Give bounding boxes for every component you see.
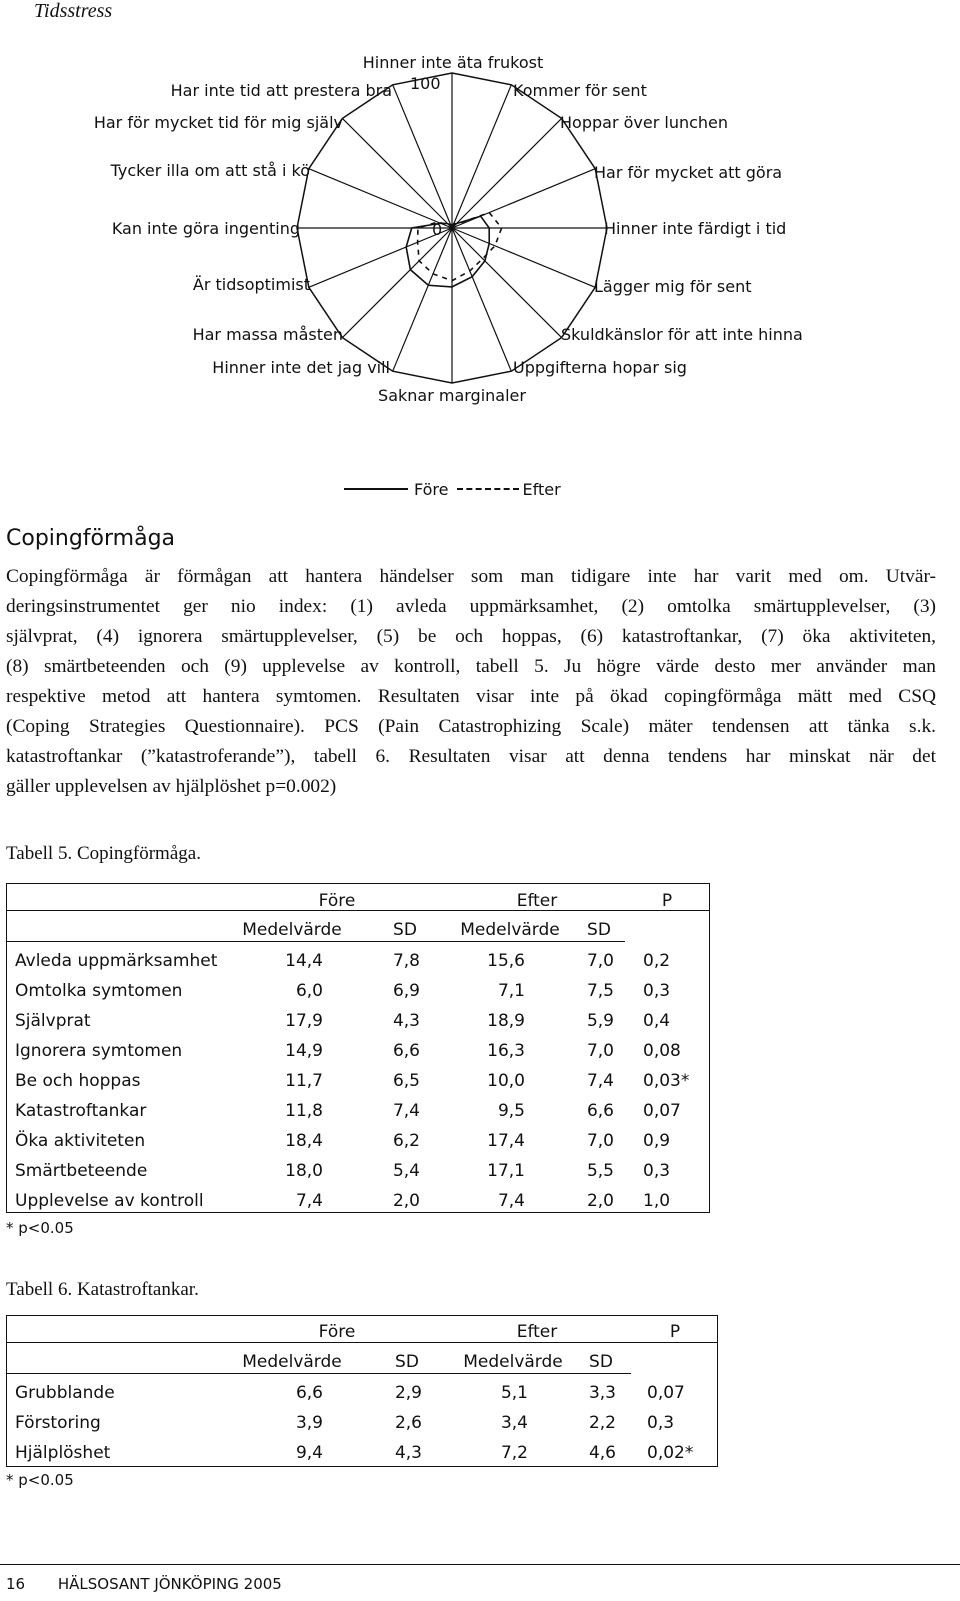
table-sub-header: Medelvärde (242, 920, 342, 940)
table-cell: 6,9 (392, 981, 420, 1001)
table-cell: 17,4 (487, 1131, 525, 1151)
radar-axis-label: Uppgifterna hopar sig (513, 358, 687, 377)
table-cell: 9,4 (295, 1443, 323, 1463)
radar-axis-label: Hinner inte äta frukost (362, 53, 544, 72)
table-cell: 2,0 (586, 1191, 614, 1211)
paragraph-line: (8) smärtbeteenden och (9) upplevelse av kontroll, tabell 5. Ju högre värde desto mer använder man (6, 656, 936, 677)
table-rule (7, 910, 710, 911)
legend-dashed-line (457, 488, 519, 490)
table-cell-p: 1,0 (643, 1191, 671, 1211)
table6-footnote: * p<0.05 (6, 1471, 74, 1489)
table-cell: 16,3 (487, 1041, 525, 1061)
table-row-label: Ignorera symtomen (15, 1041, 183, 1061)
table-cell: 6,5 (392, 1071, 420, 1091)
table-row-label: Hjälplöshet (15, 1443, 111, 1463)
radar-axis-label: Hinner inte det jag vill (212, 358, 390, 377)
table-cell: 7,8 (392, 951, 420, 971)
publication-name: HÄLSOSANT JÖNKÖPING 2005 (57, 1575, 282, 1593)
table-sub-header: Medelvärde (242, 1352, 342, 1372)
table-cell: 6,6 (295, 1383, 323, 1403)
table-cell: 6,0 (295, 981, 323, 1001)
table-cell: 7,0 (586, 1131, 614, 1151)
table-cell: 11,7 (285, 1071, 323, 1091)
table-cell: 2,2 (588, 1413, 616, 1433)
table5 (6, 883, 710, 1213)
table-cell: 18,9 (487, 1011, 525, 1031)
table-group-header: Före (318, 891, 356, 911)
table-group-header: Före (318, 1322, 356, 1342)
page-footer (6, 1575, 282, 1593)
paragraph-line: gäller upplevelsen av hjälplöshet p=0.002) (6, 776, 337, 797)
table-cell: 6,6 (586, 1101, 614, 1121)
table-cell: 14,9 (285, 1041, 323, 1061)
table-cell: 18,0 (285, 1161, 323, 1181)
legend-label-fore: Före (414, 479, 449, 499)
radar-axis-label: Skuldkänslor för att inte hinna (561, 325, 803, 344)
table-cell: 2,9 (394, 1383, 422, 1403)
body-paragraph (6, 562, 936, 802)
table-row-label: Avleda uppmärksamhet (15, 951, 218, 971)
radar-axis-label: Är tidsoptimist (192, 275, 310, 294)
paragraph-line: respektive metod att hantera symtomen. Resultaten visar inte på ökad copingförmåga mätt med CSQ (6, 686, 936, 707)
table-cell-p: 0,08 (643, 1041, 681, 1061)
radar-axis-label: Lägger mig för sent (594, 277, 752, 296)
legend-label-efter: Efter (522, 479, 561, 499)
table-cell: 7,4 (586, 1071, 614, 1091)
paragraph-line: Copingförmåga är förmågan att hantera händelser som man tidigare inte har varit med om. Utvär- (6, 566, 936, 587)
table-cell: 3,9 (295, 1413, 323, 1433)
table-cell: 18,4 (285, 1131, 323, 1151)
radar-axis-label: Hinner inte färdigt i tid (604, 219, 787, 238)
table-cell-p: 0,3 (643, 981, 671, 1001)
radar-axis-label: Har massa måsten (192, 325, 343, 344)
table5-caption: Tabell 5. Copingförmåga. (6, 843, 201, 864)
table-cell: 17,1 (487, 1161, 525, 1181)
table-sub-header: SD (589, 1352, 613, 1372)
table-cell: 5,1 (500, 1383, 528, 1403)
radar-scale-min: 0 (432, 220, 443, 239)
table-cell: 7,4 (497, 1191, 525, 1211)
radar-spoke (342, 118, 452, 228)
legend-solid-line (344, 488, 408, 490)
radar-scale-max: 100 (410, 74, 441, 93)
radar-chart (0, 0, 960, 470)
table-cell-p: 0,4 (643, 1011, 671, 1031)
table-row-label: Grubblande (15, 1383, 115, 1403)
table-rule (7, 1342, 718, 1343)
table-cell: 7,4 (295, 1191, 323, 1211)
table-cell-p: 0,2 (643, 951, 671, 971)
table-cell-p: 0,02* (647, 1443, 694, 1463)
chart-legend (344, 478, 561, 500)
section-label: Tidsstress (34, 0, 113, 22)
table-cell-p: 0,3 (643, 1161, 671, 1181)
table-sub-header: SD (395, 1352, 419, 1372)
table-cell: 7,5 (586, 981, 614, 1001)
table-cell-p: 0,9 (643, 1131, 671, 1151)
table-cell: 2,0 (392, 1191, 420, 1211)
radar-axis-label: Kommer för sent (513, 81, 647, 100)
table-cell: 11,8 (285, 1101, 323, 1121)
table-group-header: P (661, 891, 673, 911)
table-cell: 15,6 (487, 951, 525, 971)
radar-axis-label: Hoppar över lunchen (560, 113, 729, 132)
table-rule (7, 941, 625, 942)
table-cell: 3,3 (588, 1383, 616, 1403)
table-group-header: Efter (516, 1322, 558, 1342)
section-heading: Copingförmåga (6, 526, 176, 551)
table-cell: 3,4 (500, 1413, 528, 1433)
paragraph-line: (Coping Strategies Questionnaire). PCS (Pain Catastrophizing Scale) mäter tendensen att tänka s.k. (6, 716, 936, 737)
radar-spoke (342, 228, 452, 338)
table-cell-p: 0,07 (647, 1383, 685, 1403)
radar-axis-label: Har inte tid att prestera bra (170, 81, 392, 100)
table-cell: 7,2 (500, 1443, 528, 1463)
table-cell: 7,0 (586, 951, 614, 971)
table-cell: 7,4 (392, 1101, 420, 1121)
table-cell: 4,3 (394, 1443, 422, 1463)
table-cell: 14,4 (285, 951, 323, 971)
radar-axis-label: Tycker illa om att stå i kö (110, 161, 310, 180)
paragraph-line: katastroftankar (”katastroferande”), tabell 6. Resultaten visar att denna tendens har minskat när det (6, 746, 936, 767)
table-cell: 7,0 (586, 1041, 614, 1061)
table5-footnote: * p<0.05 (6, 1219, 74, 1237)
radar-axis-label: Saknar marginaler (378, 386, 526, 405)
table-sub-header: Medelvärde (460, 920, 560, 940)
paragraph-line: självprat, (4) ignorera smärtupplevelser, (5) be och hoppas, (6) katastroftankar, (7) öka aktiviteten, (6, 626, 936, 647)
table-cell-p: 0,3 (647, 1413, 675, 1433)
table-row-label: Omtolka symtomen (15, 981, 183, 1001)
radar-spoke (452, 228, 562, 338)
table-cell: 2,6 (394, 1413, 422, 1433)
table-row-label: Upplevelse av kontroll (15, 1191, 204, 1211)
table-cell: 17,9 (285, 1011, 323, 1031)
table-sub-header: SD (393, 920, 417, 940)
table-cell: 5,4 (392, 1161, 420, 1181)
table-cell: 6,2 (392, 1131, 420, 1151)
table-row-label: Öka aktiviteten (15, 1131, 146, 1151)
table-cell: 4,3 (392, 1011, 420, 1031)
radar-spoke (452, 118, 562, 228)
table-rule (7, 1373, 631, 1374)
radar-axis-label: Har för mycket att göra (594, 163, 783, 182)
table-cell: 6,6 (392, 1041, 420, 1061)
table-cell: 7,1 (497, 981, 525, 1001)
table-row-label: Smärtbeteende (15, 1161, 148, 1181)
table-cell: 5,9 (586, 1011, 614, 1031)
table-row-label: Självprat (15, 1011, 91, 1031)
footer-rule (0, 1564, 960, 1565)
table-row-label: Katastroftankar (15, 1101, 147, 1121)
table-group-header: P (669, 1322, 681, 1342)
table-sub-header: SD (587, 920, 611, 940)
table-row-label: Förstoring (15, 1413, 101, 1433)
table-group-header: Efter (516, 891, 558, 911)
table-row-label: Be och hoppas (15, 1071, 141, 1091)
table6 (6, 1315, 718, 1467)
page-number: 16 (6, 1575, 26, 1593)
table-cell: 5,5 (586, 1161, 614, 1181)
table6-caption: Tabell 6. Katastroftankar. (6, 1279, 199, 1300)
radar-axis-label: Har för mycket tid för mig själv (93, 113, 343, 132)
table-sub-header: Medelvärde (463, 1352, 563, 1372)
paragraph-line: deringsinstrumentet ger nio index: (1) avleda uppmärksamhet, (2) omtolka smärtupplevelser, (3) (6, 596, 936, 617)
table-cell: 9,5 (497, 1101, 525, 1121)
radar-axis-label: Kan inte göra ingenting (111, 219, 300, 238)
table-cell-p: 0,03* (643, 1071, 690, 1091)
table-cell: 4,6 (588, 1443, 616, 1463)
table-cell: 10,0 (487, 1071, 525, 1091)
table-cell-p: 0,07 (643, 1101, 681, 1121)
